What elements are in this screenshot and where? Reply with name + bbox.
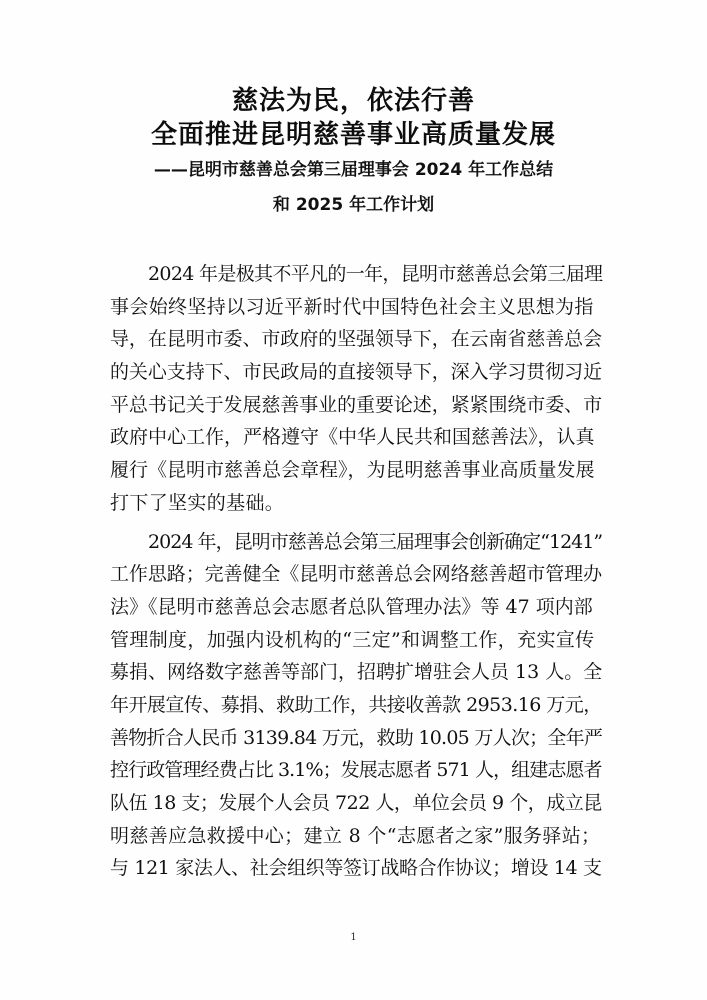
- text-line: 明慈善应急救援中心；建立 8 个“志愿者之家”服务驿站；: [110, 824, 601, 847]
- body-text: [110, 258, 602, 885]
- text-line: 与 121 家法人、社会组织等签订战略合作协议；增设 14 支: [110, 857, 602, 880]
- text-line: 的关心支持下、市民政局的直接领导下，深入学习贯彻习近: [110, 361, 603, 384]
- text-line: 2024 年，昆明市慈善总会第三届理事会创新确定“1241”: [148, 530, 603, 553]
- text-line: 年开展宣传、募捐、救助工作，共接收善款 2953.16 万元，: [110, 693, 602, 716]
- text-line: 募捐、网络数字慈善等部门，招聘扩增驻会人员 13 人。全: [110, 661, 603, 684]
- text-line: 善物折合人民币 3139.84 万元，救助 10.05 万人次；全年严: [110, 726, 603, 749]
- text-line: 打下了坚实的基础。: [110, 491, 285, 514]
- text-line: 事会始终坚持以习近平新时代中国特色社会主义思想为指: [110, 295, 594, 318]
- text-line: 政府中心工作，严格遵守《中华人民共和国慈善法》，认真: [110, 426, 595, 449]
- main-title-line-1: 慈法为民，依法行善: [231, 86, 475, 116]
- paragraph: [110, 258, 602, 520]
- main-title-line-2: 全面推进昆明慈善事业高质量发展: [150, 120, 556, 150]
- text-line: 队伍 18 支；发展个人会员 722 人，单位会员 9 个，成立昆: [110, 792, 602, 814]
- text-line: 平总书记关于发展慈善事业的重要论述，紧紧围绕市委、市: [110, 393, 603, 416]
- text-line: 导，在昆明市委、市政府的坚强领导下，在云南省慈善总会: [110, 328, 603, 351]
- text-line: 工作思路；完善健全《昆明市慈善总会网络慈善超市管理办: [110, 563, 603, 586]
- title-block: [0, 84, 707, 217]
- paragraph: [110, 526, 602, 886]
- page-number: 1: [350, 932, 357, 943]
- text-line: 控行政管理经费占比 3.1%；发展志愿者 571 人，组建志愿者: [110, 759, 602, 782]
- text-line: 法》《昆明市慈善总会志愿者总队管理办法》等 47 项内部: [110, 595, 593, 618]
- subtitle-line-2: 和 2025 年工作计划: [272, 195, 435, 215]
- text-line: 履行《昆明市慈善总会章程》，为昆明慈善事业高质量发展: [110, 459, 595, 482]
- subtitle-line-1: ——昆明市慈善总会第三届理事会 2024 年工作总结: [153, 160, 554, 180]
- text-line: 2024 年是极其不平凡的一年，昆明市慈善总会第三届理: [148, 263, 603, 285]
- text-line: 管理制度，加强内设机构的“三定”和调整工作，充实宣传: [110, 628, 595, 651]
